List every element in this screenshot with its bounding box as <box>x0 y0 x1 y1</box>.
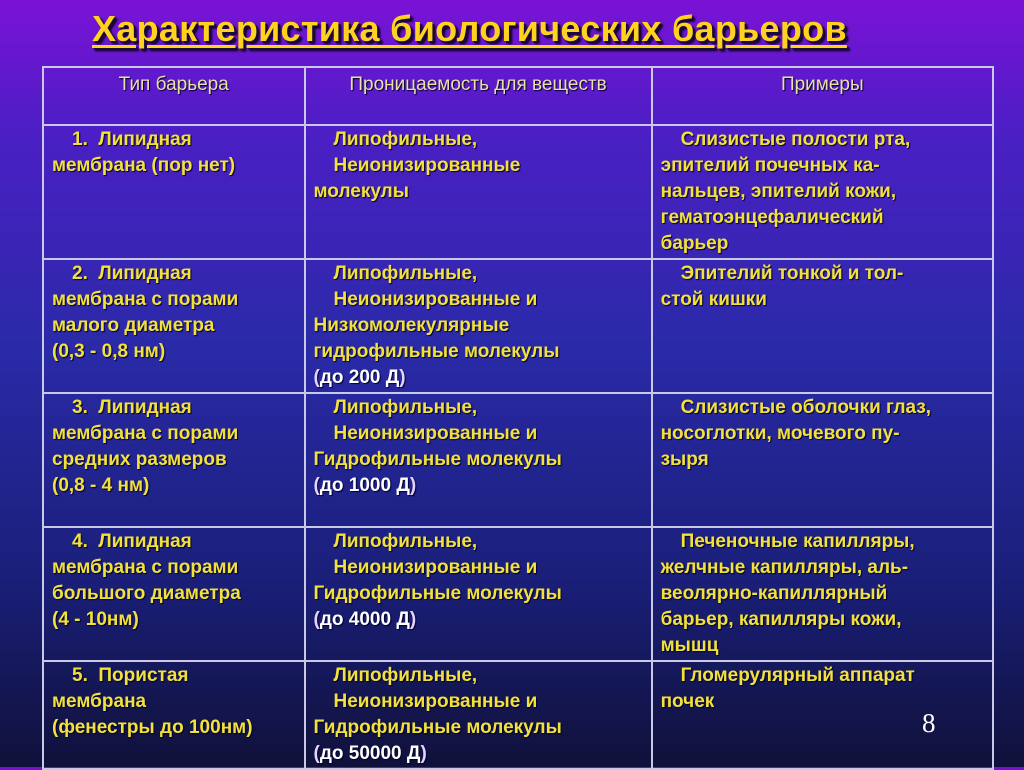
table-row <box>43 661 993 769</box>
example-line: эпителий почечных ка- <box>660 155 880 176</box>
table-header-row <box>43 67 993 125</box>
header-permeability: Проницаемость для веществ <box>305 67 652 125</box>
permeability-line: Липофильные, <box>333 531 478 552</box>
example-line: барьер, капилляры кожи, <box>660 609 902 630</box>
permeability-line: Неионизированные и <box>333 423 538 444</box>
permeability-line: Неионизированные и <box>333 289 538 310</box>
barriers-table <box>42 66 994 770</box>
barrier-type-line: мембрана с порами <box>52 423 239 444</box>
molecular-weight-limit: (до 1000 Д) <box>313 475 417 496</box>
example-line: желчные капилляры, аль- <box>660 557 909 578</box>
barrier-type-line: 4. Липидная <box>72 531 192 552</box>
example-line: зыря <box>660 449 709 470</box>
barrier-type-line: 3. Липидная <box>72 397 192 418</box>
permeability-line: Липофильные, <box>333 397 478 418</box>
barrier-type-line: мембрана с порами <box>52 289 239 310</box>
barrier-type-line: средних размеров <box>52 449 227 470</box>
barrier-type-cell <box>43 393 305 527</box>
example-line: нальцев, эпителий кожи, <box>660 181 897 202</box>
permeability-line: Низкомолекулярные <box>313 315 510 336</box>
example-line: носоглотки, мочевого пу- <box>660 423 900 444</box>
example-line: почек <box>660 691 715 712</box>
example-line: Слизистые полости рта, <box>680 129 911 150</box>
barrier-type-line: (0,8 - 4 нм) <box>52 475 150 496</box>
barrier-type-cell <box>43 661 305 769</box>
examples-cell <box>652 661 993 769</box>
permeability-line: Неионизированные <box>333 155 521 176</box>
barrier-type-cell <box>43 527 305 661</box>
permeability-cell <box>305 661 652 769</box>
molecular-weight-limit: (до 50000 Д) <box>313 743 427 764</box>
barrier-type-line: 1. Липидная <box>72 129 192 150</box>
example-line: стой кишки <box>660 289 767 310</box>
example-line: веолярно-капиллярный <box>660 583 888 604</box>
permeability-line: Неионизированные и <box>333 557 538 578</box>
permeability-cell <box>305 125 652 259</box>
permeability-line: Гидрофильные молекулы <box>313 583 562 604</box>
barrier-type-line: мембрана <box>52 691 147 712</box>
permeability-line: Гидрофильные молекулы <box>313 449 562 470</box>
barrier-type-line: 5. Пористая <box>72 665 189 686</box>
barrier-type-line: (0,3 - 0,8 нм) <box>52 341 166 362</box>
slide-title: Характеристика биологических барьеров <box>92 8 847 49</box>
example-line: Слизистые оболочки глаз, <box>680 397 932 418</box>
header-examples: Примеры <box>652 67 993 125</box>
barrier-type-line: 2. Липидная <box>72 263 192 284</box>
permeability-line: гидрофильные молекулы <box>313 341 560 362</box>
table-row <box>43 527 993 661</box>
permeability-line: Липофильные, <box>333 263 478 284</box>
barrier-type-line: мембрана с порами <box>52 557 239 578</box>
table-row <box>43 259 993 393</box>
permeability-line: молекулы <box>313 181 409 202</box>
example-line: Печеночные капилляры, <box>680 531 915 552</box>
barrier-type-line: мембрана (пор нет) <box>52 155 236 176</box>
permeability-line: Неионизированные и <box>333 691 538 712</box>
barrier-type-line: (фенестры до 100нм) <box>52 717 253 738</box>
permeability-line: Липофильные, <box>333 665 478 686</box>
barrier-type-line: малого диаметра <box>52 315 215 336</box>
examples-cell <box>652 527 993 661</box>
barrier-type-line: (4 - 10нм) <box>52 609 139 630</box>
permeability-cell <box>305 527 652 661</box>
page-number: 8 <box>922 708 936 738</box>
example-line: Эпителий тонкой и тол- <box>680 263 904 284</box>
example-line: барьер <box>660 233 729 254</box>
barrier-type-line: большого диаметра <box>52 583 241 604</box>
table-row <box>43 393 993 527</box>
barrier-type-cell <box>43 259 305 393</box>
molecular-weight-limit: (до 200 Д) <box>313 367 406 388</box>
header-barrier-type: Тип барьера <box>43 67 305 125</box>
barrier-type-cell <box>43 125 305 259</box>
examples-cell <box>652 393 993 527</box>
permeability-cell <box>305 393 652 527</box>
permeability-line: Гидрофильные молекулы <box>313 717 562 738</box>
permeability-line: Липофильные, <box>333 129 478 150</box>
molecular-weight-limit: (до 4000 Д) <box>313 609 417 630</box>
example-line: Гломерулярный аппарат <box>680 665 915 686</box>
table-row <box>43 125 993 259</box>
examples-cell <box>652 125 993 259</box>
examples-cell <box>652 259 993 393</box>
example-line: мышц <box>660 635 719 656</box>
example-line: гематоэнцефалический <box>660 207 884 228</box>
permeability-cell <box>305 259 652 393</box>
